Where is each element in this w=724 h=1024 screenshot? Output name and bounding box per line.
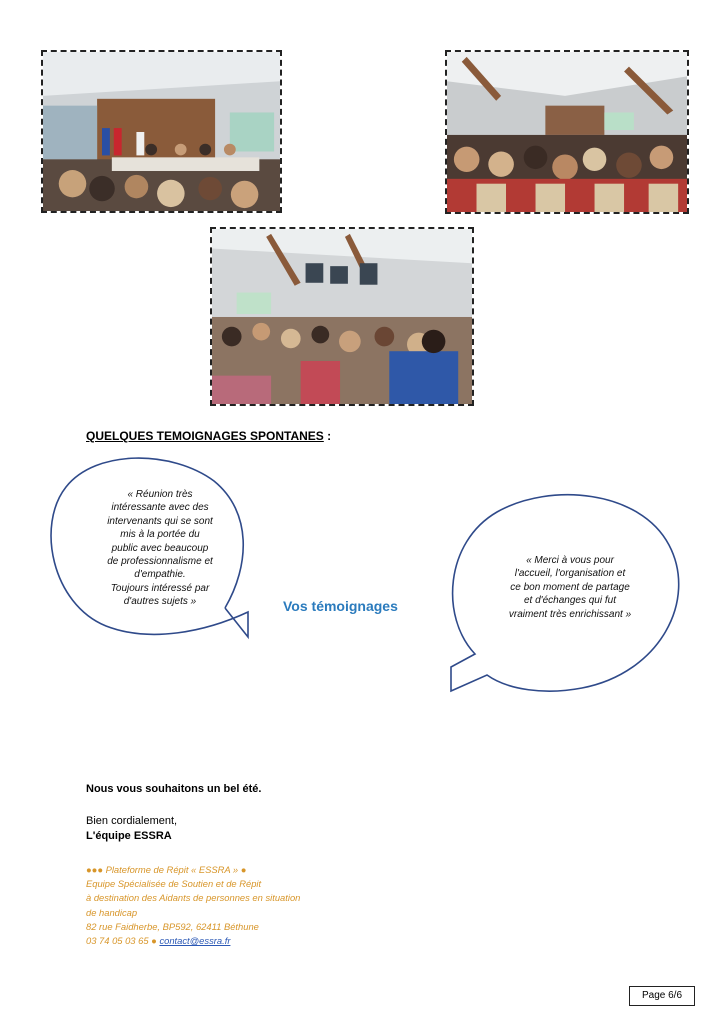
signature-block xyxy=(86,863,300,948)
testimonial-left-line: « Réunion très xyxy=(127,489,193,500)
testimonial-left-line: intervenants qui se sont xyxy=(107,515,213,527)
testimonial-left-line: intéressante avec des xyxy=(111,502,209,514)
testimonial-right-line: l'accueil, l'organisation et xyxy=(514,568,626,580)
testimonial-left-line: d'autres sujets » xyxy=(123,596,197,608)
page-number: Page 6/6 xyxy=(629,986,695,1006)
testimonial-left-line: de professionnalisme et xyxy=(107,556,213,568)
signature-line: de handicap xyxy=(86,906,138,918)
closing-team: L'équipe ESSRA xyxy=(86,830,172,842)
signature-contact xyxy=(86,934,300,948)
testimonial-right-line: et d'échanges qui fut xyxy=(524,595,616,607)
testimonial-right-line: ce bon moment de partage xyxy=(510,581,630,593)
testimonial-left-line: mis à la portée du xyxy=(120,529,200,541)
closing-regards: Bien cordialement, xyxy=(86,815,178,827)
signature-line: Equipe Spécialisée de Soutien et de Répit xyxy=(86,878,262,890)
testimonial-left-line: public avec beaucoup xyxy=(111,542,209,554)
section-title-text: QUELQUES TEMOIGNAGES SPONTANES xyxy=(86,429,324,443)
signature-phone: 03 74 05 03 65 ● xyxy=(86,935,160,947)
testimonial-right-line: vraiment très enrichissant » xyxy=(508,608,632,620)
testimonials-label: Vos témoignages xyxy=(283,598,398,614)
closing-wish: Nous vous souhaitons un bel été. xyxy=(86,783,262,795)
testimonial-left-line: Toujours intéressé par xyxy=(110,582,210,594)
testimonial-left-line: d'empathie. xyxy=(134,569,186,581)
signature-line: à destination des Aidants de personnes en situation xyxy=(86,892,301,904)
section-title-suffix: : xyxy=(323,429,332,443)
testimonial-right xyxy=(490,554,650,621)
testimonial-left xyxy=(100,488,220,609)
signature-line: ●●● Plateforme de Répit « ESSRA » ● xyxy=(86,864,247,875)
email-link[interactable]: contact@essra.fr xyxy=(159,935,231,947)
signature-line: 82 rue Faidherbe, BP592, 62411 Béthune xyxy=(86,920,259,932)
testimonial-right-line: « Merci à vous pour xyxy=(526,555,614,566)
